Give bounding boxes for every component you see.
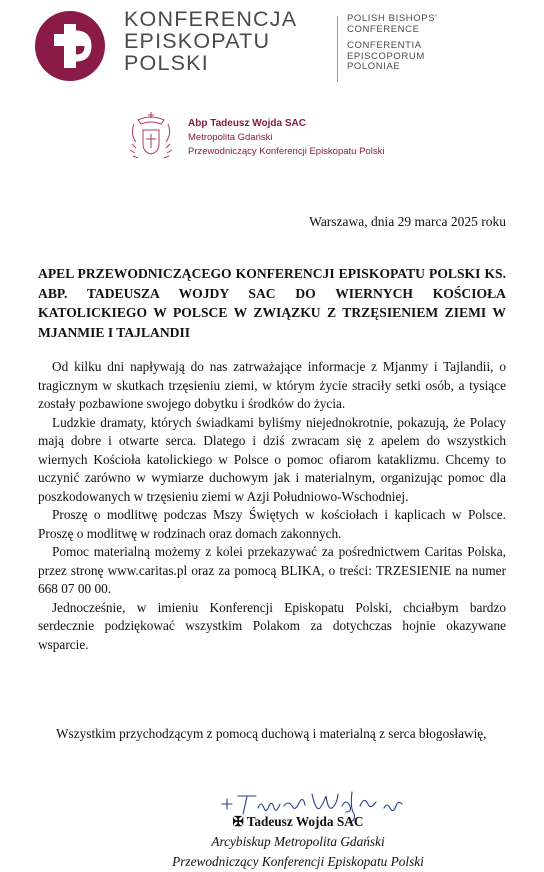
body-paragraph: Ludzkie dramaty, których świadkami byliśmy niejednokrotnie, pokazują, że Polacy mają dobre i otwarte serca. Dlatego i dziś zwracam się z apelem do wszystkich wiernych Kościoła katolickiego w Polsce o pomoc ofiarom kataklizmu. Chcemy to uczynić zarówno w wymiarze duchowym jak i materialnym, organizując pomoc dla poszkodowanych w trzęsieniu ziemi w Azji Południowo-Wschodniej. [38, 414, 506, 504]
cross-icon: ✠ [232, 814, 244, 829]
latin-name-line: POLONIAE [347, 61, 401, 72]
body-paragraph: Pomoc materialną możemy z kolei przekazywać za pośrednictwem Caritas Polska, przez stronę www.caritas.pl oraz za pomocą BLIKA, o treści: TRZESIENIE na numer 668 07 00 00. [38, 544, 506, 596]
latin-name-line: EPISCOPORUM [347, 50, 425, 62]
document-date: Warszawa, dnia 29 marca 2025 roku [309, 214, 506, 229]
english-name-line: CONFERENCE [347, 23, 420, 35]
org-name-line: EPISKOPATU [124, 29, 271, 53]
letterhead-divider [337, 16, 338, 82]
latin-name [347, 41, 438, 73]
org-name-line: POLSKI [124, 51, 209, 75]
episcopate-logo-icon [34, 10, 106, 82]
body-paragraph: Proszę o modlitwę podczas Mszy Świętych w kościołach i kaplicach w Polsce. Proszę o modlitwę w rodzinach oraz domach zakonnych. [38, 507, 506, 541]
coat-of-arms-icon [124, 110, 178, 164]
body-paragraph: Jednocześnie, w imieniu Konferencji Episkopatu Polski, chciałbym bardzo serdecznie podziękować wszystkim Polakom za dotychczas hojnie okazywane wsparcie. [38, 599, 506, 652]
signatory-name-line [150, 812, 446, 832]
english-name-line: POLISH BISHOPS' [347, 13, 438, 24]
sender-info [188, 117, 384, 159]
document-body [38, 358, 506, 654]
latin-name-line: CONFERENTIA [347, 40, 422, 51]
signature-block [150, 812, 446, 872]
sender-name: Abp Tadeusz Wojda SAC [188, 118, 306, 129]
signatory-role: Arcybiskup Metropolita Gdański [211, 834, 385, 849]
english-name [347, 14, 438, 35]
organization-name-translations [347, 14, 438, 79]
document-title: APEL PRZEWODNICZĄCEGO KONFERENCJI EPISKOPATU POLSKI KS. ABP. TADEUSZA WOJDY SAC DO WIERNYCH KOŚCIOŁA KATOLICKIEGO W POLSCE W ZWIĄZKU Z TRZĘSIENIEM ZIEMI W MJANMIE I TAJLANDII [38, 266, 506, 340]
body-paragraph: Od kilku dni napływają do nas zatrważające informacje z Mjanmy i Tajlandii, o tragicznym w skutkach trzęsieniu ziemi, w którym życie straciły setki osób, a tysiące zostały pozbawione swojego dobytku i środków do życia. [38, 359, 506, 411]
sender-title: Przewodniczący Konferencji Episkopatu Polski [188, 146, 385, 157]
signatory-role: Przewodniczący Konferencji Episkopatu Polski [172, 854, 424, 869]
organization-name [124, 8, 297, 74]
signatory-name: Tadeusz Wojda SAC [246, 814, 364, 829]
closing-blessing: Wszystkim przychodzącym z pomocą duchową i materialną z serca błogosławię, [56, 726, 487, 741]
org-name-line: KONFERENCJA [124, 7, 298, 31]
sender-title: Metropolita Gdański [188, 132, 273, 143]
